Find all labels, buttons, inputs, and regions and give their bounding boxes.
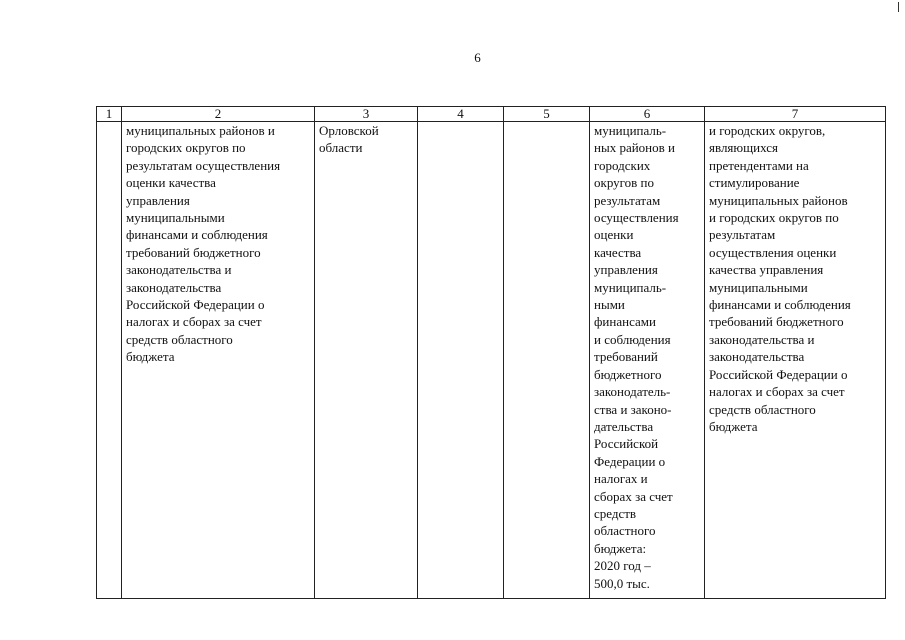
cell-col-6 <box>590 122 705 599</box>
header-cell-1: 1 <box>97 107 122 122</box>
cell-col-2-text: муниципальных районов и городских округов по результатам осуществления оценки качества управления муниципальными финансами и соблюдения требований бюджетного законодательства и законодательства Российской Федерации о налогах и сборах за счет средств областного бюджета <box>126 123 281 365</box>
cell-col-1 <box>97 122 122 599</box>
header-cell-4: 4 <box>418 107 504 122</box>
document-table <box>96 106 886 599</box>
table-row <box>97 122 886 599</box>
page-number: 6 <box>474 50 481 65</box>
header-cell-2: 2 <box>122 107 315 122</box>
cell-col-5 <box>504 122 590 599</box>
cell-col-7 <box>705 122 886 599</box>
header-cell-7: 7 <box>705 107 886 122</box>
table-header-row <box>97 107 886 122</box>
header-cell-3: 3 <box>315 107 418 122</box>
cell-col-3 <box>315 122 418 599</box>
edge-mark <box>898 2 899 12</box>
cell-col-2 <box>122 122 315 599</box>
header-cell-6: 6 <box>590 107 705 122</box>
header-cell-5: 5 <box>504 107 590 122</box>
cell-col-6-text: муниципаль- ных районов и городских округов по результатам осуществления оценки качества управления муниципаль- ными финансами и соблюдения требований бюджетного законодатель- ства и законо- дательства Российской Федерации о налогах и сборах за счет средств областного бюджета: 2020 год – 500,0 тыс. <box>594 123 679 591</box>
cell-col-4 <box>418 122 504 599</box>
cell-col-7-text: и городских округов, являющихся претендентами на стимулирование муниципальных районов и городских округов по результатам осуществления оценки качества управления муниципальными финансами и соблюдения требований бюджетного законодательства и законодательства Российской Федерации о налогах и сборах за счет средств областного бюджета <box>709 123 851 434</box>
cell-col-3-text: Орловской области <box>319 123 379 156</box>
